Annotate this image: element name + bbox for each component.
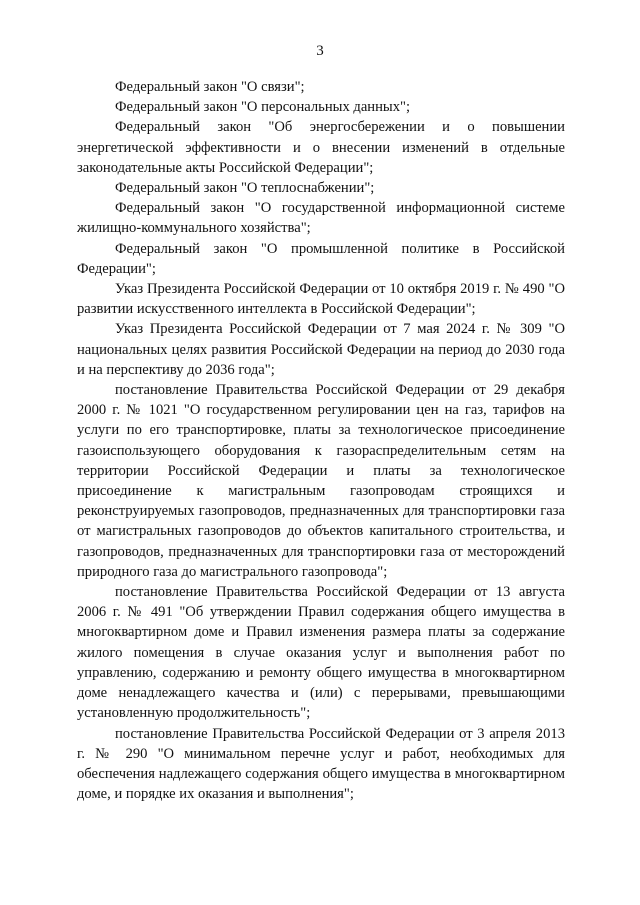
law-on-personal-data: Федеральный закон "О персональных данных"; — [115, 99, 411, 116]
resolution-1021: постановление Правительства Российской Федерации от 29 декабря 2000 г. № 1021 "О государственном регулировании цен на газ, тарифов на услуги по его транспортировке, платы за технологическое присоединение газоиспользующего оборудования к газораспределительным сетям на территории Российской Федерации и платы за технологическое присоединение к магистральным газопроводам строящихся и реконструируемых газопроводов, предназначенных для транспортировки газа от магистральных газопроводов до объектов капитального строительства, и газопроводов, предназначенных для транспортировки газа от месторождений природного газа до магистрального газопровода"; — [77, 382, 565, 580]
resolution-491: постановление Правительства Российской Федерации от 13 августа 2006 г. № 491 "Об утверждении Правил содержания общего имущества в многоквартирном доме и Правил изменения размера платы за содержание жилого помещения в случае оказания услуг и выполнения работ по управлению, содержанию и ремонту общего имущества в многоквартирном доме ненадлежащего качества и (или) с перерывами, превышающими установленную продолжительность"; — [77, 584, 565, 722]
document-body — [77, 77, 565, 804]
decree-490: Указ Президента Российской Федерации от 10 октября 2019 г. № 490 "О развитии искусственного интеллекта в Российской Федерации"; — [77, 281, 565, 318]
law-on-energy-saving: Федеральный закон "Об энергосбережении и о повышении энергетической эффективности и о внесении изменений в отдельные законодательные акты Российской Федерации"; — [77, 119, 565, 176]
law-on-communications: Федеральный закон "О связи"; — [115, 79, 305, 95]
law-on-heat-supply: Федеральный закон "О теплоснабжении"; — [115, 180, 375, 197]
decree-309: Указ Президента Российской Федерации от 7 мая 2024 г. № 309 "О национальных целях развития Российской Федерации на период до 2030 года и на перспективу до 2036 года"; — [77, 321, 565, 378]
law-on-housing-info-system: Федеральный закон "О государственной информационной системе жилищно-коммунального хозяйства"; — [77, 200, 565, 237]
page-number: 3 — [316, 43, 324, 59]
law-on-industrial-policy: Федеральный закон "О промышленной политике в Российской Федерации"; — [77, 240, 565, 277]
resolution-290: постановление Правительства Российской Федерации от 3 апреля 2013 г. № 290 "О минимальном перечне услуг и работ, необходимых для обеспечения надлежащего содержания общего имущества в многоквартирном доме, и порядке их оказания и выполнения"; — [77, 725, 565, 803]
